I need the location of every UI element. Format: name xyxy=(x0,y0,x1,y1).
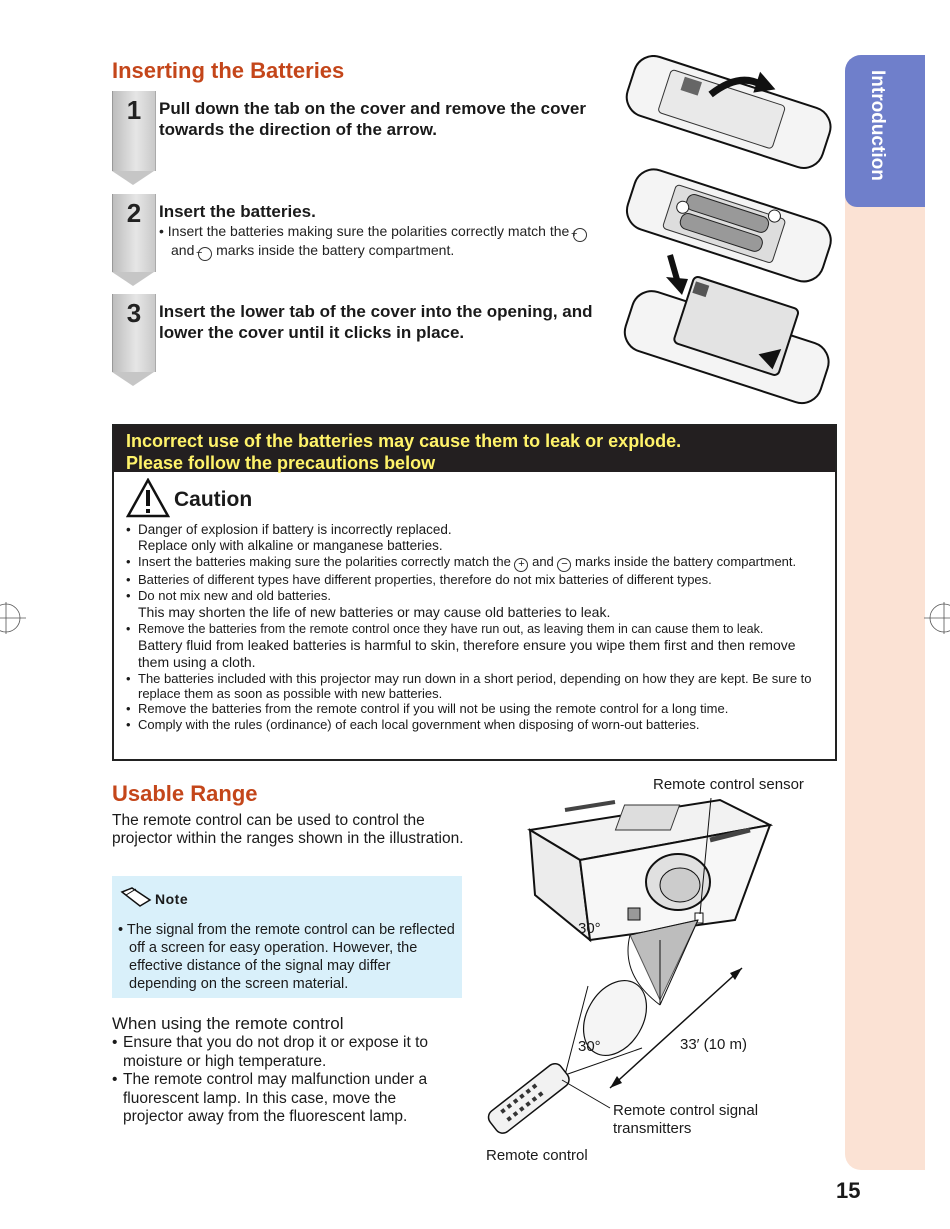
step-2-number: 2 xyxy=(112,194,156,272)
warning-box xyxy=(112,424,837,761)
angle-top-label: 30° xyxy=(578,920,601,937)
note-box xyxy=(112,876,462,998)
caution-item: • Do not mix new and old batteries. xyxy=(126,588,835,604)
caution-item: Battery fluid from leaked batteries is harmful to skin, therefore ensure you wipe them first and then remove them using a cloth. xyxy=(138,637,796,670)
caution-polarity-after: marks inside the battery compartment. xyxy=(575,554,797,569)
step-2-text xyxy=(159,201,609,261)
remote-usage-subhead: When using the remote control xyxy=(112,1014,344,1033)
step-1-number: 1 xyxy=(112,91,156,171)
step-1-text: Pull down the tab on the cover and remove the cover towards the direction of the arrow. xyxy=(159,99,586,139)
remote-usage-item: • The remote control may malfunction under a fluorescent lamp. In this case, move the projector away from the fluorescent lamp. xyxy=(112,1071,457,1127)
pencil-icon xyxy=(120,886,154,910)
caution-item: • The batteries included with this projector may run down in a short period, depending on how they are kept. Be sure to replace them as soon as possible with new batteries. xyxy=(126,671,835,701)
sensor-label: Remote control sensor xyxy=(653,776,804,793)
usable-range-diagram xyxy=(480,790,830,1150)
remote-usage-item: • Ensure that you do not drop it or expose it to moisture or high temperature. xyxy=(112,1034,457,1071)
note-label: Note xyxy=(155,891,189,907)
caution-header xyxy=(126,478,835,518)
crop-mark-left xyxy=(0,600,40,640)
caution-item: • Batteries of different types have different properties, therefore do not mix batteries of different types. xyxy=(126,572,835,588)
transmitters-label: Remote control signal transmitters xyxy=(613,1102,759,1137)
caution-item: • Remove the batteries from the remote control if you will not be using the remote control for a long time. xyxy=(126,701,835,717)
caution-item: • Comply with the rules (ordinance) of each local government when disposing of worn-out batteries. xyxy=(126,717,835,733)
step-2-title: Insert the batteries. xyxy=(159,202,316,221)
plus-icon: + xyxy=(514,558,528,572)
step-3-number: 3 xyxy=(112,294,156,372)
warning-heading-line-2: Please follow the precautions below xyxy=(126,453,436,473)
battery-illustration xyxy=(620,55,840,415)
warning-heading xyxy=(114,426,835,472)
minus-icon: − xyxy=(557,558,571,572)
caution-triangle-icon xyxy=(126,478,170,518)
caution-item: • Remove the batteries from the remote control once they have run out, as leaving them in can cause them to leak. xyxy=(126,621,835,637)
crop-mark-right xyxy=(910,600,950,640)
usable-range-title: Usable Range xyxy=(112,781,258,806)
step-2-sub-after: marks inside the battery compartment. xyxy=(216,242,455,258)
step-3-text: Insert the lower tab of the cover into the opening, and lower the cover until it clicks in place. xyxy=(159,302,593,342)
caution-item: • Danger of explosion if battery is incorrectly replaced. xyxy=(126,522,835,538)
caution-item xyxy=(126,554,835,572)
warning-heading-line-1: Incorrect use of the batteries may cause them to leak or explode. xyxy=(126,431,682,451)
usable-range-intro: The remote control can be used to control the projector within the ranges shown in the illustration. xyxy=(112,812,464,847)
caution-polarity-and: and xyxy=(532,554,554,569)
caution-list xyxy=(126,522,835,733)
section-tab-label: Introduction xyxy=(867,70,888,181)
step-2-sub-before: • Insert the batteries making sure the polarities correctly match the xyxy=(159,223,570,239)
angle-bottom-label: 30° xyxy=(578,1038,601,1055)
step-2-sub xyxy=(159,223,609,261)
distance-label: 33′ (10 m) xyxy=(680,1036,748,1053)
step-3-arrow xyxy=(112,372,154,386)
step-2-sub-and: and xyxy=(171,242,195,258)
remote-control-label: Remote control xyxy=(486,1147,588,1164)
minus-icon: − xyxy=(198,247,212,261)
caution-item: Replace only with alkaline or manganese batteries. xyxy=(138,538,443,553)
batteries-title: Inserting the Batteries xyxy=(112,58,345,83)
step-1-arrow xyxy=(112,171,154,185)
remote-usage-list xyxy=(112,1034,457,1127)
caution-label: Caution xyxy=(174,488,253,511)
note-text: • The signal from the remote control can be reflected off a screen for easy operation. However, the effective distance of the signal may differ depending on the screen material. xyxy=(118,922,455,992)
page-number: 15 xyxy=(836,1178,861,1203)
caution-polarity-before: Insert the batteries making sure the polarities correctly match the xyxy=(138,554,511,569)
step-2-arrow xyxy=(112,272,154,286)
plus-icon: + xyxy=(573,228,587,242)
caution-item: This may shorten the life of new batteries or may cause old batteries to leak. xyxy=(138,604,611,620)
